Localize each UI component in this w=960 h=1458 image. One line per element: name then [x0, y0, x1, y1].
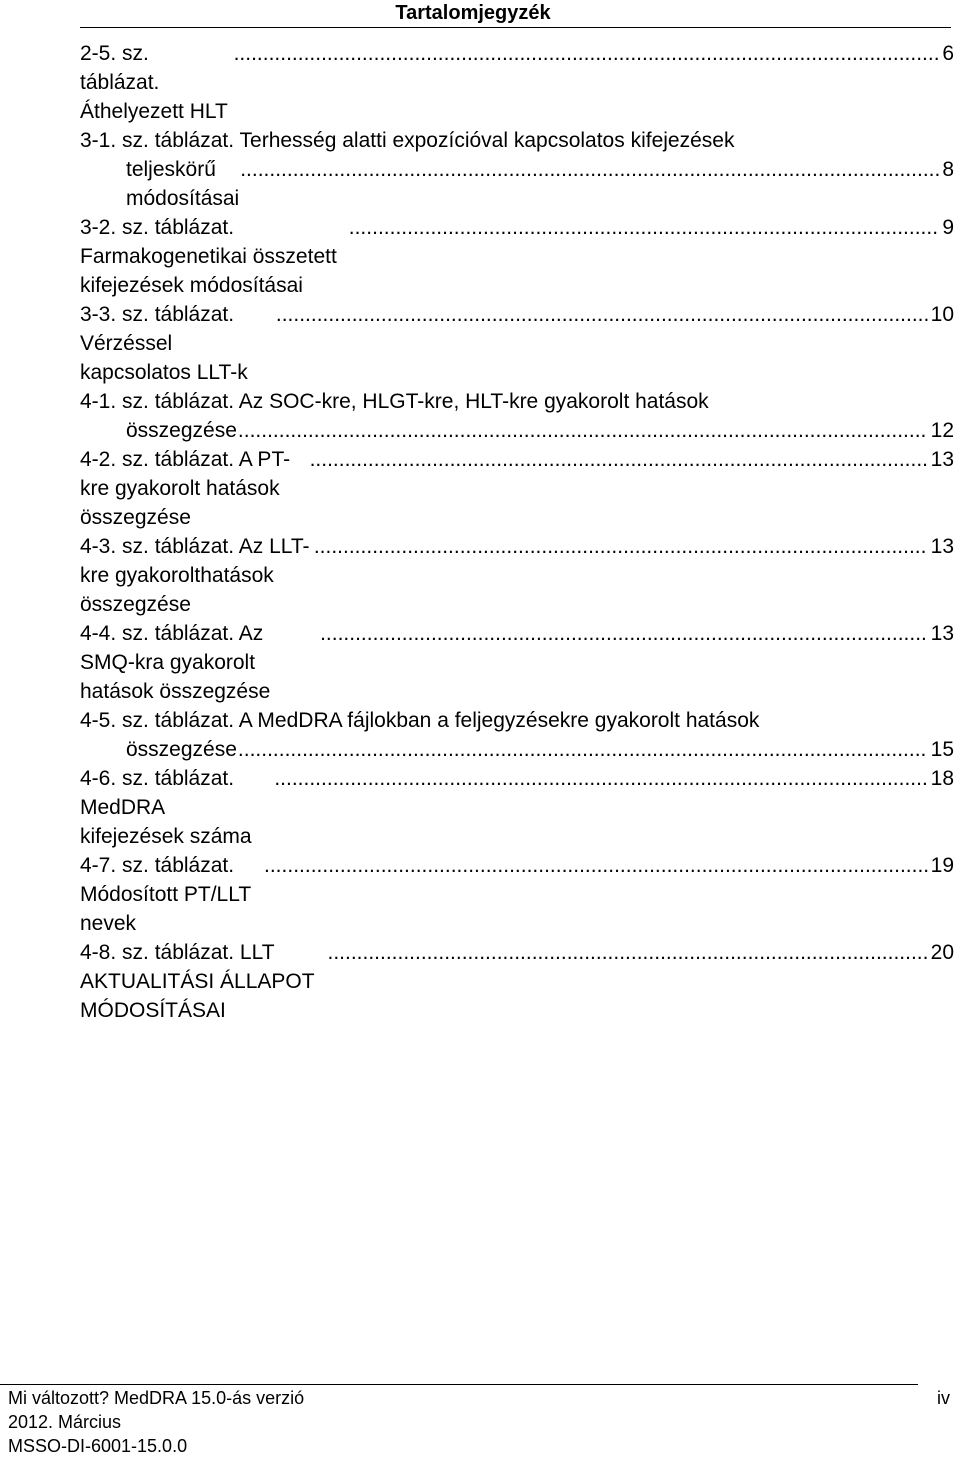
- footer-page-number: iv: [937, 1388, 950, 1408]
- toc-entry-label-continued: összegzése: [126, 738, 237, 761]
- toc-entry-label: 2-5. sz. táblázat. Áthelyezett HLT: [80, 42, 228, 123]
- dot-leader: [273, 764, 927, 793]
- dot-leader: [327, 938, 928, 967]
- toc-entry-label: 3-1. sz. táblázat. Terhesség alatti expozícióval kapcsolatos kifejezések: [80, 129, 735, 152]
- toc-entry-label: 4-5. sz. táblázat. A MedDRA fájlokban a feljegyzésekre gyakorolt hatások: [80, 709, 760, 732]
- toc-entry-page: 19: [930, 854, 954, 877]
- running-header-title: Tartalomjegyzék: [395, 2, 551, 24]
- toc-entry[interactable]: [80, 39, 954, 126]
- table-of-contents: [80, 39, 954, 1025]
- dot-leader: [348, 213, 940, 242]
- footer-rule: [0, 1384, 918, 1385]
- toc-entry[interactable]: [80, 445, 954, 532]
- footer-document-id: MSSO-DI-6001-15.0.0: [8, 1436, 188, 1456]
- header-rule: [80, 27, 951, 28]
- toc-entry[interactable]: [80, 851, 954, 938]
- footer-date: 2012. Március: [8, 1412, 122, 1432]
- toc-entry-page: 20: [930, 941, 954, 964]
- toc-entry[interactable]: [80, 706, 954, 764]
- dot-leader: [309, 445, 928, 474]
- dot-leader: [275, 300, 928, 329]
- toc-entry-page: 6: [942, 42, 954, 65]
- toc-entry-label: 4-6. sz. táblázat. MedDRA kifejezések száma: [80, 767, 252, 848]
- toc-entry[interactable]: [80, 619, 954, 706]
- toc-entry-page: 18: [930, 767, 954, 790]
- dot-leader: [233, 39, 940, 68]
- toc-entry-page: 13: [930, 622, 954, 645]
- toc-entry-label: 4-3. sz. táblázat. Az LLT-kre gyakorolthatások összegzése: [80, 535, 310, 616]
- dot-leader: [237, 416, 928, 445]
- toc-entry-label-continued: összegzése: [126, 419, 237, 442]
- toc-entry-page: 12: [930, 419, 954, 442]
- toc-entry[interactable]: [80, 213, 954, 300]
- toc-entry-page: 8: [942, 158, 954, 181]
- toc-entry-page: 13: [930, 535, 954, 558]
- toc-entry[interactable]: [80, 387, 954, 445]
- dot-leader: [239, 155, 939, 184]
- toc-entry-label: 3-3. sz. táblázat. Vérzéssel kapcsolatos LLT-k: [80, 303, 248, 384]
- dot-leader: [319, 619, 928, 648]
- toc-entry-label: 4-7. sz. táblázat. Módosított PT/LLT nevek: [80, 854, 251, 935]
- toc-entry-page: 13: [930, 448, 954, 471]
- dot-leader: [237, 735, 928, 764]
- toc-entry-label: 3-2. sz. táblázat. Farmakogenetikai összetett kifejezések módosításai: [80, 216, 337, 297]
- toc-entry[interactable]: [80, 938, 954, 1025]
- toc-entry-page: 15: [930, 738, 954, 761]
- toc-entry-label-continued: teljeskörű módosításai: [126, 158, 240, 210]
- toc-entry-label: 4-4. sz. táblázat. Az SMQ-kra gyakorolt hatások összegzése: [80, 622, 271, 703]
- toc-entry-page: 9: [942, 216, 954, 239]
- toc-entry-label: 4-2. sz. táblázat. A PT-kre gyakorolt hatások összegzése: [80, 448, 291, 529]
- dot-leader: [313, 532, 928, 561]
- toc-entry-label: 4-8. sz. táblázat. LLT AKTUALITÁSI ÁLLAPOT MÓDOSÍTÁSAI: [80, 941, 315, 1022]
- toc-entry-page: 10: [930, 303, 954, 326]
- toc-entry-label: 4-1. sz. táblázat. Az SOC-kre, HLGT-kre, HLT-kre gyakorolt hatások: [80, 390, 709, 413]
- toc-entry[interactable]: [80, 300, 954, 387]
- footer-document-title: Mi változott? MedDRA 15.0-ás verzió: [8, 1388, 305, 1408]
- toc-entry[interactable]: [80, 532, 954, 619]
- toc-entry[interactable]: [80, 764, 954, 851]
- toc-entry[interactable]: [80, 126, 954, 213]
- dot-leader: [263, 851, 928, 880]
- footer: [8, 1386, 304, 1458]
